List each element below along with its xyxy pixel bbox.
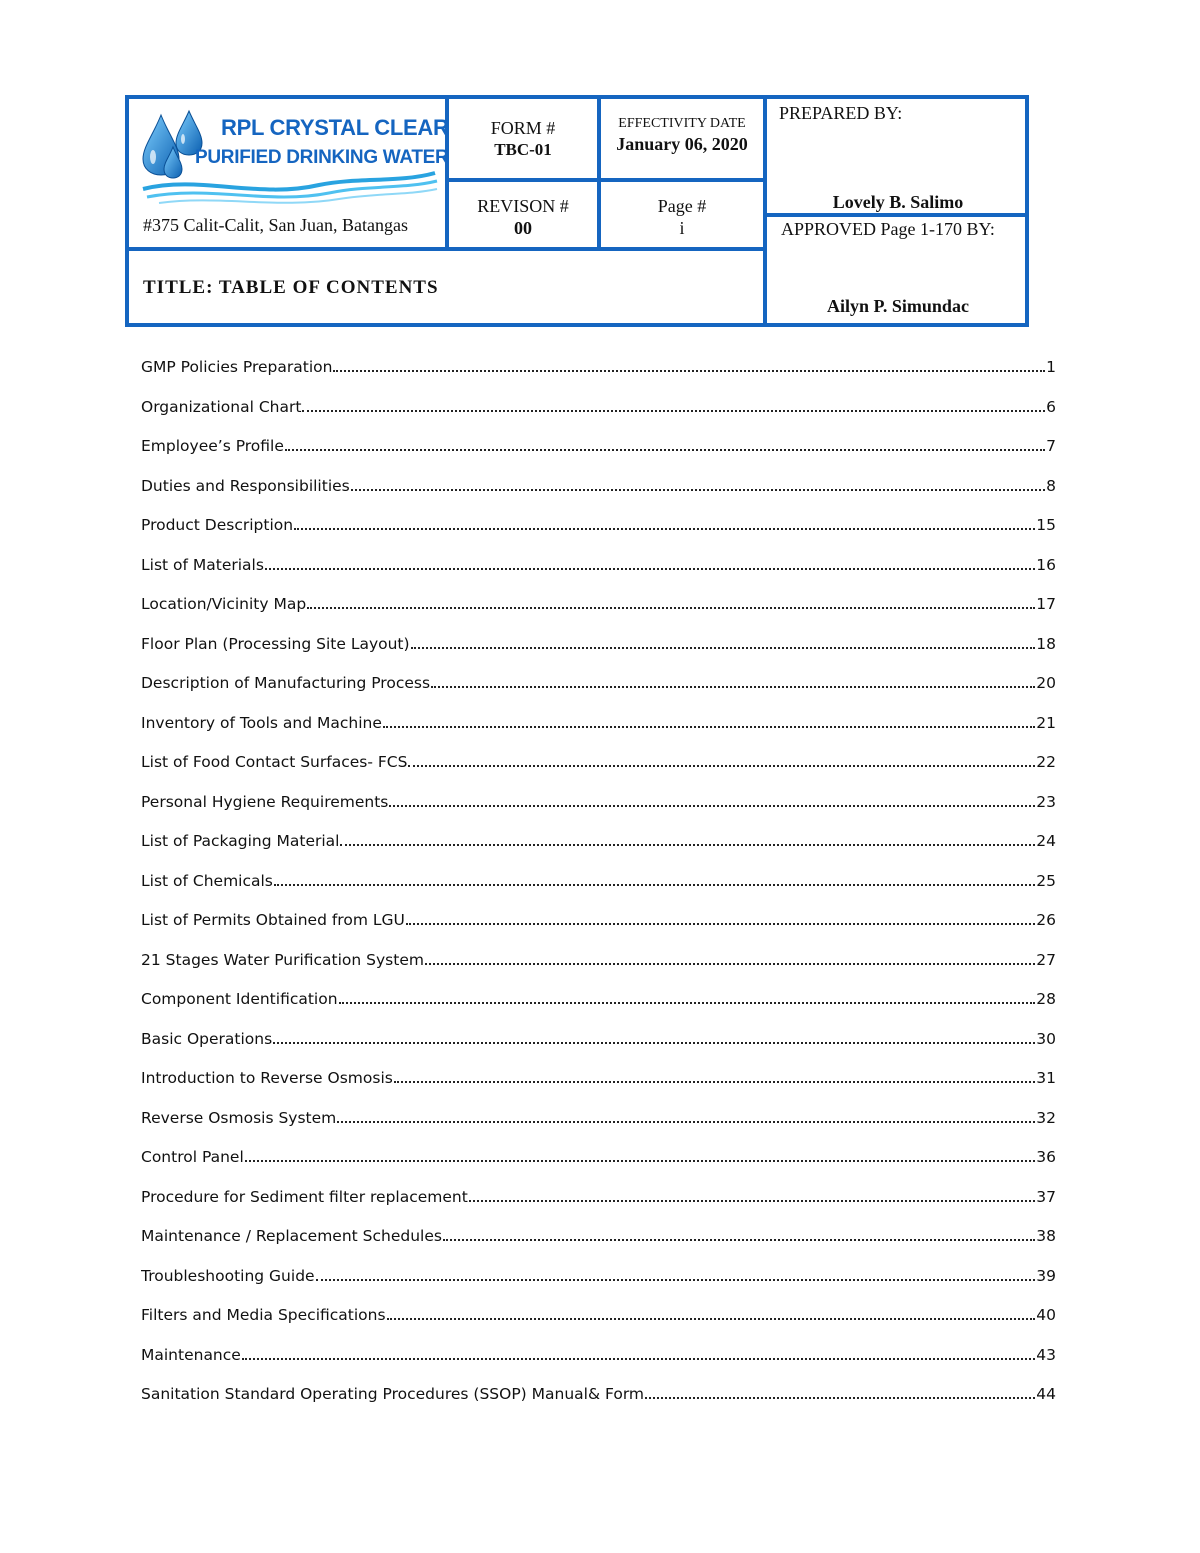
brand-name-line2: PURIFIED DRINKING WATER xyxy=(195,147,449,168)
toc-leader-dots xyxy=(443,1225,1035,1241)
toc-entry xyxy=(141,396,1056,436)
effectivity-date-cell xyxy=(601,115,763,155)
toc-entry xyxy=(141,1225,1056,1265)
toc-entry-title: Floor Plan (Processing Site Layout) xyxy=(141,634,410,653)
toc-leader-dots xyxy=(351,475,1045,491)
toc-entry-page-number: 8 xyxy=(1046,476,1056,495)
toc-entry-title: Duties and Responsibilities xyxy=(141,476,350,495)
toc-entry-page-number: 7 xyxy=(1046,437,1056,455)
toc-entry xyxy=(141,712,1056,752)
toc-leader-dots xyxy=(337,1107,1035,1123)
toc-entry-title: Inventory of Tools and Machine xyxy=(141,713,382,732)
prepared-by-label: PREPARED BY: xyxy=(779,103,903,123)
toc-entry-title: Organizational Chart xyxy=(141,397,302,416)
toc-leader-dots xyxy=(389,791,1035,807)
toc-entry-page-number: 24 xyxy=(1036,832,1056,850)
toc-entry-title: List of Chemicals xyxy=(141,871,273,890)
brand-name-line1: RPL CRYSTAL CLEAR xyxy=(221,115,449,140)
approved-by-label: APPROVED Page 1-170 BY: xyxy=(781,219,995,239)
toc-entry-title: Employee’s Profile xyxy=(141,437,284,455)
toc-entry-page-number: 6 xyxy=(1046,397,1056,416)
toc-entry-page-number: 27 xyxy=(1036,950,1056,969)
revision-value: 00 xyxy=(514,218,532,238)
toc-entry-page-number: 43 xyxy=(1036,1345,1056,1364)
toc-entry-page-number: 40 xyxy=(1036,1306,1056,1324)
form-number-cell xyxy=(449,117,597,161)
toc-entry-title: Personal Hygiene Requirements xyxy=(141,792,389,811)
toc-leader-dots xyxy=(333,356,1045,372)
toc-leader-dots xyxy=(645,1383,1035,1399)
toc-entry xyxy=(141,1383,1056,1423)
toc-entry-page-number: 17 xyxy=(1036,595,1056,613)
toc-entry-page-number: 38 xyxy=(1036,1227,1056,1245)
toc-entry-page-number: 31 xyxy=(1036,1069,1056,1087)
toc-entry xyxy=(141,1028,1056,1068)
toc-leader-dots xyxy=(394,1067,1035,1083)
toc-leader-dots xyxy=(340,830,1035,846)
toc-entry xyxy=(141,356,1056,396)
company-address: #375 Calit-Calit, San Juan, Batangas xyxy=(143,215,408,235)
form-value: TBC-01 xyxy=(494,140,552,159)
document-header-table xyxy=(125,95,1029,327)
toc-entry xyxy=(141,1146,1056,1186)
table-of-contents xyxy=(141,356,1056,1423)
page-label: Page # xyxy=(657,196,707,216)
toc-entry xyxy=(141,1265,1056,1305)
approved-by-name: Ailyn P. Simundac xyxy=(827,296,969,316)
toc-entry xyxy=(141,554,1056,594)
revision-label: REVISON # xyxy=(477,196,569,216)
toc-entry-title: 21 Stages Water Purification System xyxy=(141,950,424,969)
toc-entry xyxy=(141,1344,1056,1384)
toc-leader-dots xyxy=(307,593,1035,609)
toc-entry-title: Reverse Osmosis System xyxy=(141,1108,337,1127)
toc-leader-dots xyxy=(431,672,1035,688)
toc-entry-title: Sanitation Standard Operating Procedures (SSOP) Manual& Form xyxy=(141,1385,645,1403)
toc-entry xyxy=(141,988,1056,1028)
toc-entry-title: List of Packaging Material xyxy=(141,832,340,850)
toc-entry-page-number: 1 xyxy=(1046,358,1056,376)
toc-entry xyxy=(141,514,1056,554)
toc-entry-title: Maintenance / Replacement Schedules xyxy=(141,1227,442,1245)
toc-entry xyxy=(141,1304,1056,1344)
toc-leader-dots xyxy=(408,751,1035,767)
toc-entry xyxy=(141,949,1056,989)
page-number-cell xyxy=(601,195,763,239)
toc-leader-dots xyxy=(245,1146,1035,1162)
toc-entry-title: Basic Operations xyxy=(141,1029,273,1048)
revision-cell xyxy=(449,195,597,239)
toc-leader-dots xyxy=(339,988,1036,1004)
toc-entry-title: Product Description xyxy=(141,516,294,534)
toc-entry-page-number: 16 xyxy=(1036,555,1056,574)
toc-entry-page-number: 23 xyxy=(1036,792,1056,811)
divider xyxy=(765,213,1029,217)
toc-entry-title: Location/Vicinity Map xyxy=(141,595,307,613)
toc-entry xyxy=(141,909,1056,949)
toc-leader-dots xyxy=(242,1344,1035,1360)
toc-leader-dots xyxy=(265,554,1035,570)
toc-entry-page-number: 18 xyxy=(1036,634,1056,653)
toc-entry-page-number: 26 xyxy=(1036,911,1056,929)
toc-leader-dots xyxy=(274,870,1035,886)
effectivity-label: EFFECTIVITY DATE xyxy=(618,116,746,131)
toc-entry-title: List of Food Contact Surfaces- FCS xyxy=(141,753,408,771)
toc-leader-dots xyxy=(425,949,1035,965)
toc-entry-page-number: 28 xyxy=(1036,990,1056,1008)
toc-leader-dots xyxy=(469,1186,1035,1202)
toc-leader-dots xyxy=(294,514,1035,530)
toc-entry-title: List of Permits Obtained from LGU xyxy=(141,911,405,929)
prepared-by-name: Lovely B. Salimo xyxy=(832,192,964,212)
toc-entry xyxy=(141,593,1056,633)
toc-leader-dots xyxy=(406,909,1035,925)
toc-leader-dots xyxy=(316,1265,1036,1281)
toc-leader-dots xyxy=(302,396,1045,412)
toc-entry-page-number: 39 xyxy=(1036,1266,1056,1285)
toc-entry-page-number: 21 xyxy=(1036,713,1056,732)
toc-leader-dots xyxy=(383,712,1035,728)
toc-entry-page-number: 44 xyxy=(1036,1385,1056,1403)
toc-entry xyxy=(141,830,1056,870)
toc-entry-title: Troubleshooting Guide xyxy=(141,1266,315,1285)
toc-leader-dots xyxy=(411,633,1036,649)
toc-entry xyxy=(141,870,1056,910)
toc-entry-title: List of Materials xyxy=(141,555,264,574)
toc-leader-dots xyxy=(387,1304,1036,1320)
toc-entry xyxy=(141,1067,1056,1107)
toc-entry xyxy=(141,475,1056,515)
toc-entry-page-number: 15 xyxy=(1036,516,1056,534)
document-title: TITLE: TABLE OF CONTENTS xyxy=(143,277,439,298)
toc-entry-page-number: 20 xyxy=(1036,674,1056,692)
toc-entry-page-number: 30 xyxy=(1036,1029,1056,1048)
toc-entry xyxy=(141,1186,1056,1226)
toc-entry-page-number: 25 xyxy=(1036,871,1056,890)
toc-entry-title: Maintenance xyxy=(141,1345,241,1364)
toc-entry-title: Component Identification xyxy=(141,990,338,1008)
toc-entry xyxy=(141,1107,1056,1147)
divider xyxy=(445,178,763,182)
toc-leader-dots xyxy=(285,435,1045,451)
toc-entry xyxy=(141,633,1056,673)
toc-entry-title: Filters and Media Specifications xyxy=(141,1306,386,1324)
toc-entry-title: Control Panel xyxy=(141,1148,244,1166)
toc-entry xyxy=(141,672,1056,712)
toc-entry xyxy=(141,435,1056,475)
toc-entry-page-number: 22 xyxy=(1036,753,1056,771)
toc-entry-title: Introduction to Reverse Osmosis xyxy=(141,1069,393,1087)
company-logo-cell xyxy=(129,99,449,249)
toc-leader-dots xyxy=(273,1028,1035,1044)
page-value: i xyxy=(679,218,685,238)
toc-entry-title: Procedure for Sediment filter replacement xyxy=(141,1187,468,1206)
toc-entry-page-number: 37 xyxy=(1036,1187,1056,1206)
toc-entry xyxy=(141,791,1056,831)
toc-entry-title: Description of Manufacturing Process xyxy=(141,674,431,692)
toc-entry-page-number: 32 xyxy=(1036,1108,1056,1127)
toc-entry-title: GMP Policies Preparation xyxy=(141,358,333,376)
toc-entry xyxy=(141,751,1056,791)
toc-entry-page-number: 36 xyxy=(1036,1148,1056,1166)
form-label: FORM # xyxy=(490,118,556,138)
effectivity-value: January 06, 2020 xyxy=(616,134,748,154)
